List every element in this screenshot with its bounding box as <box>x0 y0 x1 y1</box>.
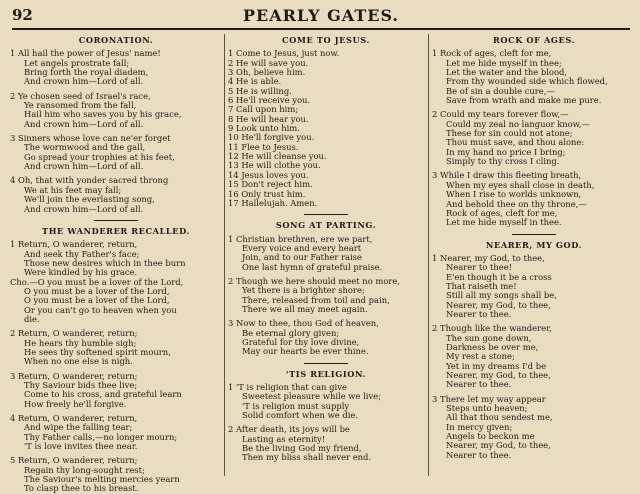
hymn-line: 3 Sinners whose love can ne'er forget <box>10 134 171 144</box>
hymn-line: Simply to thy cross I cling. <box>446 157 560 167</box>
column-left <box>10 34 222 494</box>
hymn-line: 4 Return, O wanderer, return, <box>10 414 138 424</box>
hymn-line: Every voice and every heart <box>242 243 362 253</box>
hymn-line: He hears thy humble sigh; <box>24 338 137 348</box>
hymn-line: 6 He'll receive you. <box>228 96 311 106</box>
hymn-line: Then my bliss shall never end. <box>242 453 372 463</box>
page-title: PEARLY GATES. <box>242 6 399 25</box>
hymn-line: 10 He'll forgive you. <box>228 133 315 143</box>
hymn-line: Let the water and the blood, <box>446 68 568 78</box>
hymn-line: 'T is love invites thee near. <box>24 442 138 452</box>
verse <box>228 277 424 314</box>
header-rule <box>12 28 630 30</box>
verse <box>10 414 222 451</box>
verse <box>10 176 222 213</box>
hymn-line: Nearer, my God, to thee, <box>446 441 551 451</box>
verse <box>10 134 222 171</box>
hymn-title: NEARER, MY GOD. <box>485 239 583 250</box>
hymn-line: Darkness be over me, <box>446 342 539 352</box>
hymn-line: He sees thy softened spirit mourn, <box>24 347 171 357</box>
hymn-line: And crown him—Lord of all. <box>24 204 144 214</box>
hymn-line: 9 Look unto him. <box>228 124 300 134</box>
hymn-line: Solid comfort when we die. <box>242 411 359 421</box>
hymn-line: 3 Return, O wanderer, return; <box>10 371 138 381</box>
verse <box>228 425 424 462</box>
hymn-line: The Saviour's melting mercies yearn <box>24 475 180 485</box>
verse <box>10 329 222 366</box>
hymn-line: Regain thy long-sought rest; <box>24 465 145 475</box>
hymn-separator <box>94 220 138 221</box>
hymn-line: Let angels prostrate fall; <box>24 58 130 68</box>
hymn-rock-of-ages <box>432 36 636 228</box>
verse <box>228 383 424 420</box>
verse <box>432 171 636 227</box>
hymn-line: die. <box>24 314 40 324</box>
hymn-come-to-jesus <box>228 36 424 208</box>
hymn-line: When my eyes shall close in death, <box>446 180 595 190</box>
hymn-line: Join, and to our Father raise <box>242 253 362 263</box>
hymn-separator <box>304 363 348 364</box>
hymn-song-at-parting <box>228 221 424 356</box>
hymn-line: Yet there is a brighter shore; <box>242 286 365 296</box>
hymn-line: Nearer to thee. <box>446 380 512 390</box>
hymn-line: 7 Call upon him; <box>228 105 299 115</box>
hymn-line: 1 Rock of ages, cleft for me, <box>432 49 552 59</box>
hymn-line: 4 He is able. <box>228 77 282 87</box>
hymn-line: These for sin could not atone; <box>446 129 573 139</box>
hymn-line: Still all my songs shall be, <box>446 291 557 301</box>
hymn-line: 1 Come to Jesus, just now. <box>228 49 340 59</box>
hymn-line: And wipe the falling tear; <box>24 423 133 433</box>
verse <box>10 240 222 324</box>
hymn-line: And crown him—Lord of all. <box>24 119 144 129</box>
hymn-line: All that thou sendest me, <box>446 413 553 423</box>
hymn-line: In mercy given; <box>446 422 513 432</box>
hymn-line: 4 Oh, that with yonder sacred throng <box>10 176 169 186</box>
hymn-line: 16 Only trust him. <box>228 189 306 199</box>
hymn-line: One last hymn of grateful praise. <box>242 262 383 272</box>
verse <box>432 254 636 319</box>
hymn-line: 5 He is willing. <box>228 86 292 96</box>
hymn-line: 2 After death, its joys will be <box>228 425 350 435</box>
hymn-line: Thy Saviour bids thee live; <box>24 381 138 390</box>
hymn-line: 8 He will hear you. <box>228 114 309 124</box>
column-divider <box>224 34 225 476</box>
hymn-line: 3 Now to thee, thou God of heaven, <box>228 319 379 329</box>
hymn-line: Come to his cross, and grateful learn <box>24 390 182 400</box>
hymn-line: 2 Ye chosen seed of Israel's race, <box>10 91 151 101</box>
hymn-line: The sun gone down, <box>446 333 532 343</box>
hymn-line: 3 There let my way appear <box>432 394 546 404</box>
hymn-title: SONG AT PARTING. <box>275 220 377 231</box>
hymn-title: THE WANDERER RECALLED. <box>42 225 190 236</box>
verse <box>10 49 222 86</box>
hymn-line: And crown him—Lord of all. <box>24 162 144 172</box>
hymn-line: There, released from toil and pain, <box>242 295 390 305</box>
hymn-line: 1 'T is religion that can give <box>228 383 347 392</box>
hymn-line: Nearer to thee. <box>446 309 512 319</box>
hymn-line: How freely he'll forgive. <box>24 399 127 409</box>
hymn-line: And crown him—Lord of all. <box>24 77 144 87</box>
hymn-line: Sweetest pleasure while we live; <box>242 392 381 402</box>
hymn-line: Hail him who saves you by his grace, <box>24 110 182 120</box>
hymn-line: Bring forth the royal diadem, <box>24 68 149 78</box>
hymn-line: 'T is religion must supply <box>242 401 350 411</box>
hymn-line: Yet in my dreams I'd be <box>446 361 547 371</box>
page-number: 92 <box>12 6 33 24</box>
hymn-wanderer-recalled <box>10 227 222 494</box>
hymn-line: Nearer to thee. <box>446 450 512 460</box>
hymn-tis-religion <box>228 370 424 463</box>
hymn-title: ROCK OF AGES. <box>492 35 576 45</box>
verse <box>432 324 636 389</box>
verse <box>10 92 222 129</box>
verse <box>432 49 636 105</box>
hymn-line: My rest a stone; <box>446 352 515 362</box>
hymn-line: 2 He will save you. <box>228 58 309 68</box>
hymn-line: 1 Nearer, my God, to thee, <box>432 253 545 263</box>
hymn-title: CORONATION. <box>78 35 154 45</box>
verse <box>432 110 636 166</box>
verse <box>228 235 424 272</box>
verse <box>10 456 222 493</box>
hymn-line: Be the living God my friend, <box>242 444 362 454</box>
hymn-line: Rock of ages, cleft for me, <box>446 208 558 218</box>
hymn-line: 12 He will cleanse you. <box>228 152 327 162</box>
hymn-line: 3 Oh, believe him. <box>228 68 306 78</box>
hymn-line: Grateful for thy love divine, <box>242 337 360 347</box>
column-right <box>432 34 636 480</box>
hymn-line: 17 Hallelujah. Amen. <box>228 198 318 208</box>
hymn-line: May our hearts be ever thine. <box>242 347 369 357</box>
hymn-line: And seek thy Father's face; <box>24 249 140 259</box>
hymn-line: 5 Return, O wanderer, return; <box>10 456 138 466</box>
hymn-line: 14 Jesus loves you. <box>228 170 309 180</box>
hymn-line: Angels to beckon me <box>446 432 535 442</box>
hymn-line: O you must be a lover of the Lord, <box>24 286 170 296</box>
hymn-line: 1 Christian brethren, ere we part, <box>228 234 373 244</box>
hymn-line: 2 Could my tears forever flow,— <box>432 110 569 120</box>
hymn-line: That raiseth me! <box>446 281 517 291</box>
hymn-line: From thy wounded side which flowed, <box>446 77 608 87</box>
page-header <box>12 4 630 28</box>
hymn-line: 2 Though like the wanderer, <box>432 324 552 334</box>
hymn-title: COME TO JESUS. <box>282 35 370 45</box>
hymn-line: 15 Don't reject him. <box>228 180 313 190</box>
hymn-title: 'TIS RELIGION. <box>286 368 366 379</box>
hymn-line: 1 All hail the power of Jesus' name! <box>10 49 161 59</box>
hymn-line: 11 Flee to Jesus. <box>228 142 299 152</box>
hymn-separator <box>304 214 348 215</box>
hymn-line: There we all may meet again. <box>242 304 368 314</box>
hymn-line: Save from wrath and make me pure. <box>446 96 602 106</box>
verse <box>432 395 636 460</box>
hymn-nearer-my-god <box>432 241 636 461</box>
hymn-line: 3 While I draw this fleeting breath, <box>432 171 582 181</box>
column-middle <box>228 34 424 480</box>
hymn-line: Let me hide myself in thee. <box>446 218 562 228</box>
hymn-line: Go spread your trophies at his feet, <box>24 152 175 162</box>
hymn-line: Could my zeal no languor know,— <box>446 119 590 129</box>
hymn-line: The wormwood and the gall, <box>24 143 146 153</box>
hymn-line: Ye ransomed from the fall, <box>24 101 137 111</box>
hymn-line: When I rise to worlds unknown, <box>446 190 582 200</box>
hymn-line: In my hand no price I bring; <box>446 147 566 157</box>
hymn-line: Be of sin a double cure,— <box>446 86 555 96</box>
hymn-line: We at his feet may fall; <box>24 185 122 195</box>
hymn-line: When no one else is nigh. <box>24 357 133 367</box>
hymn-line: To clasp thee to his breast. <box>24 484 139 494</box>
hymn-line: Or you can't go to heaven when you <box>24 305 177 315</box>
hymn-line: Lasting as eternity! <box>242 434 326 444</box>
hymn-line: Let me hide myself in thee; <box>446 58 562 68</box>
hymn-line: Those new desires which in thee burn <box>24 258 186 268</box>
hymn-line: Thou must save, and thou alone: <box>446 138 585 148</box>
column-divider <box>428 34 429 476</box>
hymn-line: Steps unto heaven; <box>446 404 528 414</box>
hymn-line: 13 He will clothe you. <box>228 161 321 171</box>
hymn-line: 1 Return, O wanderer, return, <box>10 240 138 250</box>
hymn-line: Thy Father calls,—no longer mourn; <box>24 432 178 442</box>
hymn-line: Nearer, my God, to thee, <box>446 300 551 310</box>
hymn-line: And behold thee on thy throne,— <box>446 199 587 209</box>
verse <box>228 319 424 356</box>
hymn-line: Nearer to thee! <box>446 263 513 273</box>
hymn-line: 2 Return, O wanderer, return; <box>10 329 138 339</box>
hymn-coronation <box>10 36 222 214</box>
hymn-line: Be eternal glory given; <box>242 328 340 338</box>
hymn-line: We'll join the everlasting song, <box>24 195 155 205</box>
hymn-line: Were kindled by his grace. <box>24 268 138 278</box>
hymn-line: E'en though it be a cross <box>446 272 552 282</box>
verse <box>10 372 222 409</box>
hymn-line: Nearer, my God, to thee, <box>446 371 551 380</box>
verse <box>228 49 424 208</box>
hymn-line: 2 Though we here should meet no more, <box>228 276 400 286</box>
hymn-line: O you must be a lover of the Lord, <box>24 296 170 306</box>
hymn-separator <box>512 234 556 235</box>
hymn-line: Cho.—O you must be a lover of the Lord, <box>10 277 184 287</box>
